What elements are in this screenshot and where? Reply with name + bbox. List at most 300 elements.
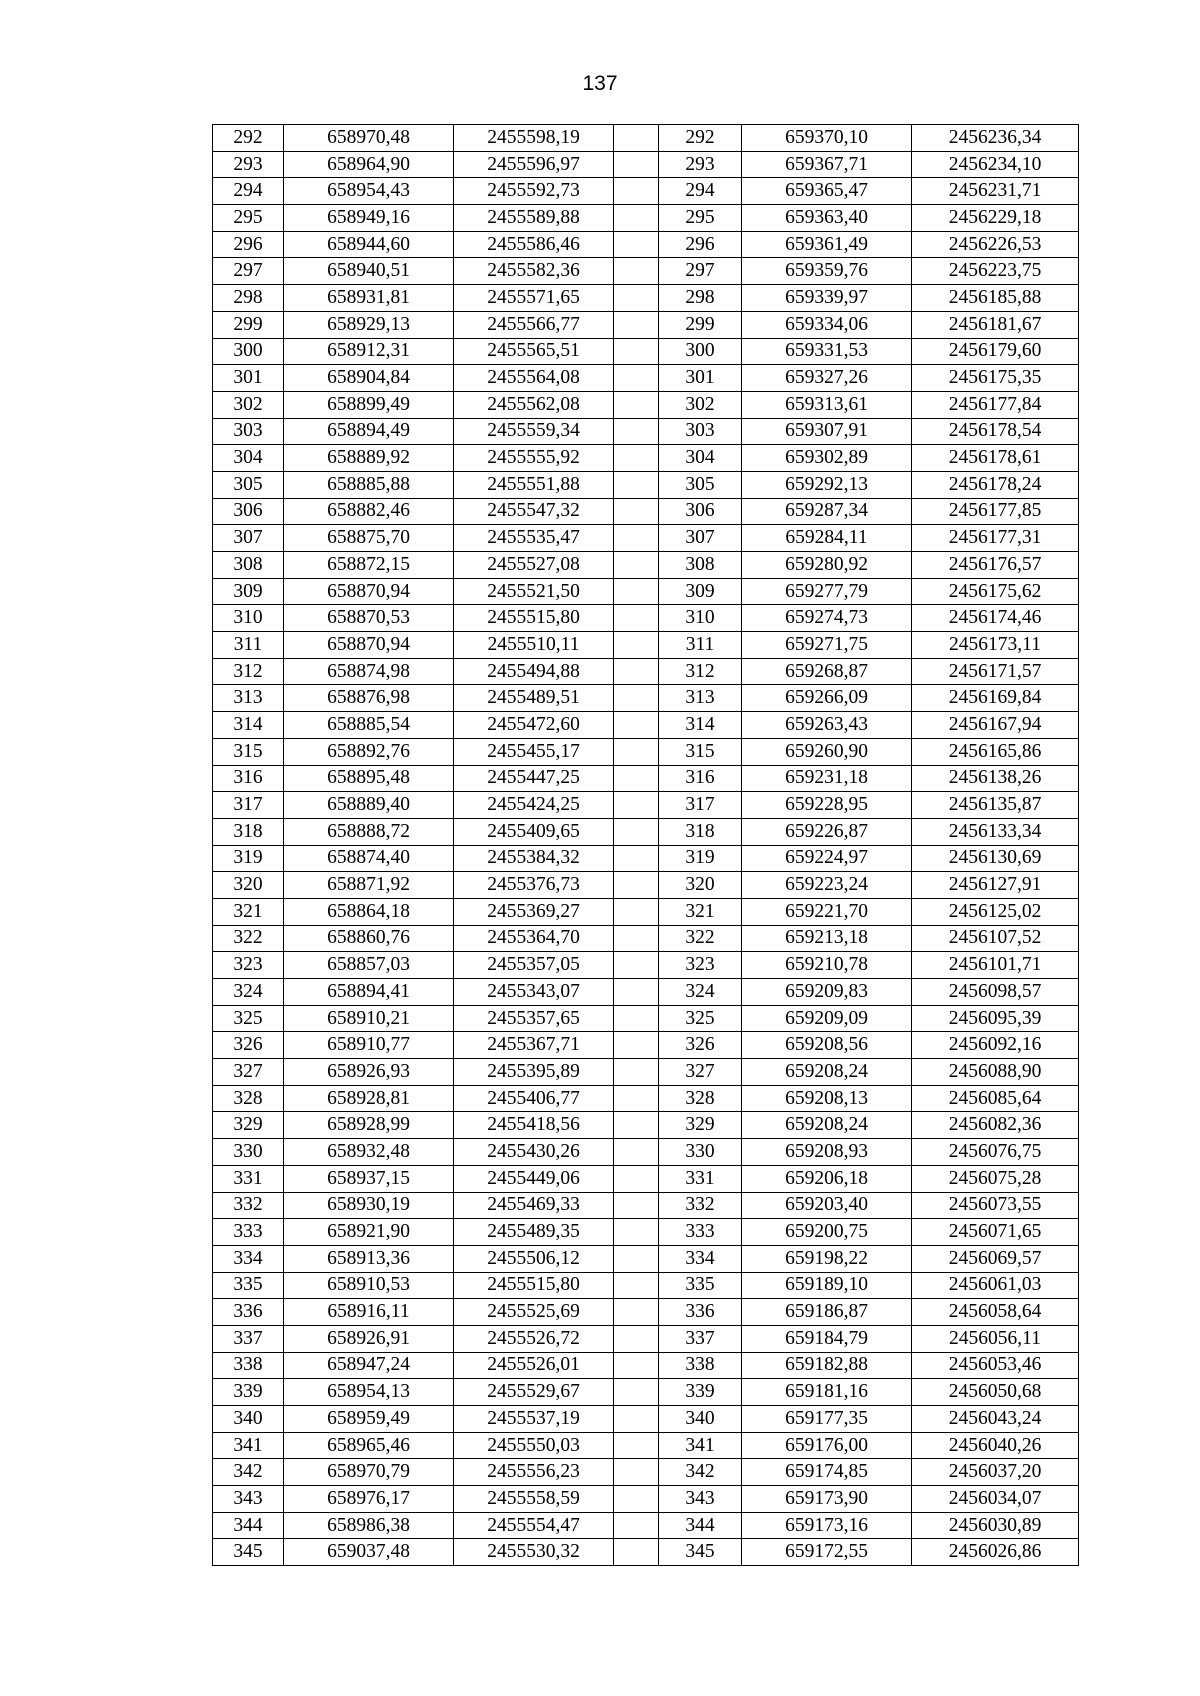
- x-coordinate-cell: 658949,16: [284, 205, 454, 232]
- table-row: [213, 1245, 1079, 1272]
- x-coordinate-cell: 659198,22: [742, 1245, 912, 1272]
- table-row: [213, 1539, 1079, 1566]
- y-coordinate-cell: 2456177,31: [912, 525, 1079, 552]
- table-gap-cell: [614, 498, 659, 525]
- y-coordinate-cell: 2456185,88: [912, 285, 1079, 312]
- y-coordinate-cell: 2456135,87: [912, 792, 1079, 819]
- y-coordinate-cell: 2455367,71: [454, 1032, 614, 1059]
- x-coordinate-cell: 658965,46: [284, 1432, 454, 1459]
- y-coordinate-cell: 2456167,94: [912, 712, 1079, 739]
- x-coordinate-cell: 658954,13: [284, 1379, 454, 1406]
- x-coordinate-cell: 659231,18: [742, 765, 912, 792]
- point-number-cell: 324: [659, 979, 742, 1006]
- point-number-cell: 319: [213, 845, 284, 872]
- x-coordinate-cell: 659260,90: [742, 738, 912, 765]
- y-coordinate-cell: 2456125,02: [912, 898, 1079, 925]
- x-coordinate-cell: 659361,49: [742, 231, 912, 258]
- y-coordinate-cell: 2456071,65: [912, 1219, 1079, 1246]
- table-row: [213, 605, 1079, 632]
- y-coordinate-cell: 2455472,60: [454, 712, 614, 739]
- x-coordinate-cell: 658899,49: [284, 391, 454, 418]
- y-coordinate-cell: 2456181,67: [912, 311, 1079, 338]
- x-coordinate-cell: 659037,48: [284, 1539, 454, 1566]
- y-coordinate-cell: 2456088,90: [912, 1059, 1079, 1086]
- y-coordinate-cell: 2456177,84: [912, 391, 1079, 418]
- point-number-cell: 311: [213, 632, 284, 659]
- x-coordinate-cell: 659210,78: [742, 952, 912, 979]
- y-coordinate-cell: 2455556,23: [454, 1459, 614, 1486]
- table-gap-cell: [614, 1406, 659, 1433]
- point-number-cell: 312: [659, 658, 742, 685]
- y-coordinate-cell: 2455586,46: [454, 231, 614, 258]
- table-row: [213, 151, 1079, 178]
- table-row: [213, 765, 1079, 792]
- point-number-cell: 316: [659, 765, 742, 792]
- y-coordinate-cell: 2455565,51: [454, 338, 614, 365]
- table-gap-cell: [614, 231, 659, 258]
- y-coordinate-cell: 2456034,07: [912, 1486, 1079, 1513]
- x-coordinate-cell: 659263,43: [742, 712, 912, 739]
- point-number-cell: 295: [659, 205, 742, 232]
- x-coordinate-cell: 659327,26: [742, 365, 912, 392]
- x-coordinate-cell: 659331,53: [742, 338, 912, 365]
- table-row: [213, 818, 1079, 845]
- table-row: [213, 1379, 1079, 1406]
- table-row: [213, 979, 1079, 1006]
- y-coordinate-cell: 2456171,57: [912, 658, 1079, 685]
- table-row: [213, 658, 1079, 685]
- x-coordinate-cell: 658937,15: [284, 1165, 454, 1192]
- point-number-cell: 295: [213, 205, 284, 232]
- point-number-cell: 308: [659, 552, 742, 579]
- x-coordinate-cell: 659181,16: [742, 1379, 912, 1406]
- table-row: [213, 445, 1079, 472]
- point-number-cell: 337: [213, 1325, 284, 1352]
- y-coordinate-cell: 2456178,24: [912, 471, 1079, 498]
- point-number-cell: 340: [659, 1406, 742, 1433]
- x-coordinate-cell: 659206,18: [742, 1165, 912, 1192]
- y-coordinate-cell: 2455469,33: [454, 1192, 614, 1219]
- point-number-cell: 326: [659, 1032, 742, 1059]
- point-number-cell: 319: [659, 845, 742, 872]
- point-number-cell: 332: [659, 1192, 742, 1219]
- point-number-cell: 321: [659, 898, 742, 925]
- point-number-cell: 302: [213, 391, 284, 418]
- point-number-cell: 323: [213, 952, 284, 979]
- y-coordinate-cell: 2456058,64: [912, 1299, 1079, 1326]
- table-row: [213, 258, 1079, 285]
- point-number-cell: 322: [659, 925, 742, 952]
- x-coordinate-cell: 659208,93: [742, 1139, 912, 1166]
- y-coordinate-cell: 2456043,24: [912, 1406, 1079, 1433]
- y-coordinate-cell: 2456178,61: [912, 445, 1079, 472]
- table-row: [213, 872, 1079, 899]
- point-number-cell: 305: [659, 471, 742, 498]
- y-coordinate-cell: 2456075,28: [912, 1165, 1079, 1192]
- table-gap-cell: [614, 205, 659, 232]
- point-number-cell: 297: [213, 258, 284, 285]
- table-gap-cell: [614, 925, 659, 952]
- y-coordinate-cell: 2456173,11: [912, 632, 1079, 659]
- x-coordinate-cell: 658910,53: [284, 1272, 454, 1299]
- y-coordinate-cell: 2455515,80: [454, 605, 614, 632]
- x-coordinate-cell: 658889,92: [284, 445, 454, 472]
- y-coordinate-cell: 2455343,07: [454, 979, 614, 1006]
- point-number-cell: 327: [213, 1059, 284, 1086]
- point-number-cell: 337: [659, 1325, 742, 1352]
- table-gap-cell: [614, 765, 659, 792]
- y-coordinate-cell: 2456130,69: [912, 845, 1079, 872]
- table-gap-cell: [614, 418, 659, 445]
- point-number-cell: 307: [659, 525, 742, 552]
- point-number-cell: 303: [213, 418, 284, 445]
- x-coordinate-cell: 659284,11: [742, 525, 912, 552]
- point-number-cell: 336: [659, 1299, 742, 1326]
- point-number-cell: 331: [213, 1165, 284, 1192]
- point-number-cell: 304: [659, 445, 742, 472]
- table-gap-cell: [614, 391, 659, 418]
- y-coordinate-cell: 2456101,71: [912, 952, 1079, 979]
- point-number-cell: 316: [213, 765, 284, 792]
- y-coordinate-cell: 2456061,03: [912, 1272, 1079, 1299]
- point-number-cell: 321: [213, 898, 284, 925]
- table-row: [213, 471, 1079, 498]
- point-number-cell: 343: [659, 1486, 742, 1513]
- x-coordinate-cell: 659277,79: [742, 578, 912, 605]
- x-coordinate-cell: 658926,93: [284, 1059, 454, 1086]
- x-coordinate-cell: 659334,06: [742, 311, 912, 338]
- table-row: [213, 391, 1079, 418]
- point-number-cell: 310: [659, 605, 742, 632]
- y-coordinate-cell: 2456175,35: [912, 365, 1079, 392]
- x-coordinate-cell: 658928,99: [284, 1112, 454, 1139]
- point-number-cell: 327: [659, 1059, 742, 1086]
- table-row: [213, 1325, 1079, 1352]
- y-coordinate-cell: 2455554,47: [454, 1512, 614, 1539]
- point-number-cell: 345: [213, 1539, 284, 1566]
- x-coordinate-cell: 659208,24: [742, 1112, 912, 1139]
- y-coordinate-cell: 2456165,86: [912, 738, 1079, 765]
- table-gap-cell: [614, 151, 659, 178]
- y-coordinate-cell: 2455598,19: [454, 125, 614, 152]
- x-coordinate-cell: 658860,76: [284, 925, 454, 952]
- point-number-cell: 304: [213, 445, 284, 472]
- table-row: [213, 525, 1079, 552]
- point-number-cell: 317: [659, 792, 742, 819]
- y-coordinate-cell: 2455562,08: [454, 391, 614, 418]
- x-coordinate-cell: 659173,90: [742, 1486, 912, 1513]
- x-coordinate-cell: 658986,38: [284, 1512, 454, 1539]
- y-coordinate-cell: 2456040,26: [912, 1432, 1079, 1459]
- x-coordinate-cell: 658871,92: [284, 872, 454, 899]
- table-gap-cell: [614, 1539, 659, 1566]
- y-coordinate-cell: 2455571,65: [454, 285, 614, 312]
- point-number-cell: 341: [659, 1432, 742, 1459]
- y-coordinate-cell: 2456226,53: [912, 231, 1079, 258]
- point-number-cell: 296: [659, 231, 742, 258]
- table-gap-cell: [614, 632, 659, 659]
- y-coordinate-cell: 2455547,32: [454, 498, 614, 525]
- table-gap-cell: [614, 898, 659, 925]
- x-coordinate-cell: 659302,89: [742, 445, 912, 472]
- table-row: [213, 205, 1079, 232]
- table-row: [213, 925, 1079, 952]
- y-coordinate-cell: 2456231,71: [912, 178, 1079, 205]
- point-number-cell: 299: [213, 311, 284, 338]
- point-number-cell: 324: [213, 979, 284, 1006]
- y-coordinate-cell: 2456073,55: [912, 1192, 1079, 1219]
- point-number-cell: 328: [659, 1085, 742, 1112]
- x-coordinate-cell: 659280,92: [742, 552, 912, 579]
- point-number-cell: 298: [659, 285, 742, 312]
- point-number-cell: 315: [213, 738, 284, 765]
- table-gap-cell: [614, 845, 659, 872]
- x-coordinate-cell: 659209,09: [742, 1005, 912, 1032]
- y-coordinate-cell: 2455357,05: [454, 952, 614, 979]
- x-coordinate-cell: 658870,94: [284, 632, 454, 659]
- table-gap-cell: [614, 471, 659, 498]
- y-coordinate-cell: 2456223,75: [912, 258, 1079, 285]
- x-coordinate-cell: 658910,21: [284, 1005, 454, 1032]
- table-row: [213, 898, 1079, 925]
- table-row: [213, 285, 1079, 312]
- x-coordinate-cell: 658894,49: [284, 418, 454, 445]
- table-gap-cell: [614, 1325, 659, 1352]
- x-coordinate-cell: 659173,16: [742, 1512, 912, 1539]
- y-coordinate-cell: 2455395,89: [454, 1059, 614, 1086]
- table-gap-cell: [614, 605, 659, 632]
- point-number-cell: 335: [659, 1272, 742, 1299]
- table-row: [213, 1432, 1079, 1459]
- y-coordinate-cell: 2456026,86: [912, 1539, 1079, 1566]
- table-row: [213, 1219, 1079, 1246]
- table-gap-cell: [614, 1512, 659, 1539]
- x-coordinate-cell: 659228,95: [742, 792, 912, 819]
- table-gap-cell: [614, 178, 659, 205]
- point-number-cell: 336: [213, 1299, 284, 1326]
- y-coordinate-cell: 2455406,77: [454, 1085, 614, 1112]
- x-coordinate-cell: 658874,98: [284, 658, 454, 685]
- point-number-cell: 300: [213, 338, 284, 365]
- y-coordinate-cell: 2455526,01: [454, 1352, 614, 1379]
- x-coordinate-cell: 658970,48: [284, 125, 454, 152]
- point-number-cell: 293: [659, 151, 742, 178]
- y-coordinate-cell: 2456236,34: [912, 125, 1079, 152]
- point-number-cell: 339: [659, 1379, 742, 1406]
- x-coordinate-cell: 658970,79: [284, 1459, 454, 1486]
- y-coordinate-cell: 2456050,68: [912, 1379, 1079, 1406]
- x-coordinate-cell: 658870,53: [284, 605, 454, 632]
- y-coordinate-cell: 2455566,77: [454, 311, 614, 338]
- point-number-cell: 299: [659, 311, 742, 338]
- y-coordinate-cell: 2456169,84: [912, 685, 1079, 712]
- point-number-cell: 301: [213, 365, 284, 392]
- y-coordinate-cell: 2455521,50: [454, 578, 614, 605]
- point-number-cell: 330: [213, 1139, 284, 1166]
- y-coordinate-cell: 2455535,47: [454, 525, 614, 552]
- y-coordinate-cell: 2455515,80: [454, 1272, 614, 1299]
- table-gap-cell: [614, 792, 659, 819]
- y-coordinate-cell: 2455384,32: [454, 845, 614, 872]
- point-number-cell: 302: [659, 391, 742, 418]
- y-coordinate-cell: 2456133,34: [912, 818, 1079, 845]
- point-number-cell: 334: [213, 1245, 284, 1272]
- point-number-cell: 293: [213, 151, 284, 178]
- point-number-cell: 342: [659, 1459, 742, 1486]
- table-gap-cell: [614, 685, 659, 712]
- point-number-cell: 334: [659, 1245, 742, 1272]
- table-gap-cell: [614, 365, 659, 392]
- x-coordinate-cell: 658904,84: [284, 365, 454, 392]
- point-number-cell: 292: [659, 125, 742, 152]
- table-gap-cell: [614, 1245, 659, 1272]
- y-coordinate-cell: 2455596,97: [454, 151, 614, 178]
- point-number-cell: 300: [659, 338, 742, 365]
- table-row: [213, 1272, 1079, 1299]
- x-coordinate-cell: 658926,91: [284, 1325, 454, 1352]
- x-coordinate-cell: 658954,43: [284, 178, 454, 205]
- x-coordinate-cell: 659174,85: [742, 1459, 912, 1486]
- x-coordinate-cell: 659359,76: [742, 258, 912, 285]
- y-coordinate-cell: 2456174,46: [912, 605, 1079, 632]
- x-coordinate-cell: 659367,71: [742, 151, 912, 178]
- y-coordinate-cell: 2456138,26: [912, 765, 1079, 792]
- x-coordinate-cell: 658895,48: [284, 765, 454, 792]
- x-coordinate-cell: 658870,94: [284, 578, 454, 605]
- table-gap-cell: [614, 552, 659, 579]
- table-gap-cell: [614, 258, 659, 285]
- x-coordinate-cell: 658928,81: [284, 1085, 454, 1112]
- point-number-cell: 313: [213, 685, 284, 712]
- x-coordinate-cell: 658885,54: [284, 712, 454, 739]
- table-gap-cell: [614, 125, 659, 152]
- point-number-cell: 335: [213, 1272, 284, 1299]
- x-coordinate-cell: 659184,79: [742, 1325, 912, 1352]
- point-number-cell: 305: [213, 471, 284, 498]
- y-coordinate-cell: 2455357,65: [454, 1005, 614, 1032]
- table-gap-cell: [614, 338, 659, 365]
- point-number-cell: 325: [213, 1005, 284, 1032]
- table-row: [213, 1512, 1079, 1539]
- table-gap-cell: [614, 1379, 659, 1406]
- point-number-cell: 330: [659, 1139, 742, 1166]
- y-coordinate-cell: 2455409,65: [454, 818, 614, 845]
- table-row: [213, 338, 1079, 365]
- y-coordinate-cell: 2455559,34: [454, 418, 614, 445]
- table-row: [213, 632, 1079, 659]
- x-coordinate-cell: 658931,81: [284, 285, 454, 312]
- x-coordinate-cell: 659223,24: [742, 872, 912, 899]
- x-coordinate-cell: 659224,97: [742, 845, 912, 872]
- point-number-cell: 314: [659, 712, 742, 739]
- y-coordinate-cell: 2456107,52: [912, 925, 1079, 952]
- table-gap-cell: [614, 1059, 659, 1086]
- table-gap-cell: [614, 1139, 659, 1166]
- y-coordinate-cell: 2455364,70: [454, 925, 614, 952]
- point-number-cell: 301: [659, 365, 742, 392]
- table-gap-cell: [614, 1085, 659, 1112]
- x-coordinate-cell: 659208,13: [742, 1085, 912, 1112]
- point-number-cell: 323: [659, 952, 742, 979]
- table-gap-cell: [614, 1192, 659, 1219]
- y-coordinate-cell: 2455489,35: [454, 1219, 614, 1246]
- y-coordinate-cell: 2456229,18: [912, 205, 1079, 232]
- x-coordinate-cell: 658876,98: [284, 685, 454, 712]
- point-number-cell: 333: [213, 1219, 284, 1246]
- point-number-cell: 308: [213, 552, 284, 579]
- table-gap-cell: [614, 1459, 659, 1486]
- table-gap-cell: [614, 1272, 659, 1299]
- point-number-cell: 331: [659, 1165, 742, 1192]
- x-coordinate-cell: 659365,47: [742, 178, 912, 205]
- y-coordinate-cell: 2455424,25: [454, 792, 614, 819]
- table-gap-cell: [614, 445, 659, 472]
- table-row: [213, 1085, 1079, 1112]
- point-number-cell: 318: [659, 818, 742, 845]
- y-coordinate-cell: 2456098,57: [912, 979, 1079, 1006]
- point-number-cell: 329: [659, 1112, 742, 1139]
- table-row: [213, 738, 1079, 765]
- point-number-cell: 322: [213, 925, 284, 952]
- point-number-cell: 326: [213, 1032, 284, 1059]
- y-coordinate-cell: 2456095,39: [912, 1005, 1079, 1032]
- x-coordinate-cell: 659274,73: [742, 605, 912, 632]
- point-number-cell: 311: [659, 632, 742, 659]
- table-gap-cell: [614, 1219, 659, 1246]
- point-number-cell: 310: [213, 605, 284, 632]
- point-number-cell: 312: [213, 658, 284, 685]
- table-gap-cell: [614, 311, 659, 338]
- point-number-cell: 315: [659, 738, 742, 765]
- point-number-cell: 318: [213, 818, 284, 845]
- point-number-cell: 306: [659, 498, 742, 525]
- point-number-cell: 333: [659, 1219, 742, 1246]
- y-coordinate-cell: 2456234,10: [912, 151, 1079, 178]
- x-coordinate-cell: 659208,56: [742, 1032, 912, 1059]
- y-coordinate-cell: 2455369,27: [454, 898, 614, 925]
- y-coordinate-cell: 2456179,60: [912, 338, 1079, 365]
- y-coordinate-cell: 2455447,25: [454, 765, 614, 792]
- y-coordinate-cell: 2456076,75: [912, 1139, 1079, 1166]
- table-row: [213, 1059, 1079, 1086]
- x-coordinate-cell: 659226,87: [742, 818, 912, 845]
- point-number-cell: 297: [659, 258, 742, 285]
- y-coordinate-cell: 2456082,36: [912, 1112, 1079, 1139]
- point-number-cell: 296: [213, 231, 284, 258]
- table-gap-cell: [614, 1352, 659, 1379]
- point-number-cell: 343: [213, 1486, 284, 1513]
- point-number-cell: 342: [213, 1459, 284, 1486]
- x-coordinate-cell: 659287,34: [742, 498, 912, 525]
- x-coordinate-cell: 658912,31: [284, 338, 454, 365]
- table-gap-cell: [614, 285, 659, 312]
- y-coordinate-cell: 2456092,16: [912, 1032, 1079, 1059]
- x-coordinate-cell: 658894,41: [284, 979, 454, 1006]
- y-coordinate-cell: 2455489,51: [454, 685, 614, 712]
- table-row: [213, 845, 1079, 872]
- table-row: [213, 498, 1079, 525]
- x-coordinate-cell: 658888,72: [284, 818, 454, 845]
- table-row: [213, 365, 1079, 392]
- x-coordinate-cell: 659339,97: [742, 285, 912, 312]
- table-row: [213, 685, 1079, 712]
- point-number-cell: 329: [213, 1112, 284, 1139]
- table-row: [213, 1005, 1079, 1032]
- table-gap-cell: [614, 1486, 659, 1513]
- x-coordinate-cell: 658947,24: [284, 1352, 454, 1379]
- x-coordinate-cell: 659200,75: [742, 1219, 912, 1246]
- x-coordinate-cell: 659177,35: [742, 1406, 912, 1433]
